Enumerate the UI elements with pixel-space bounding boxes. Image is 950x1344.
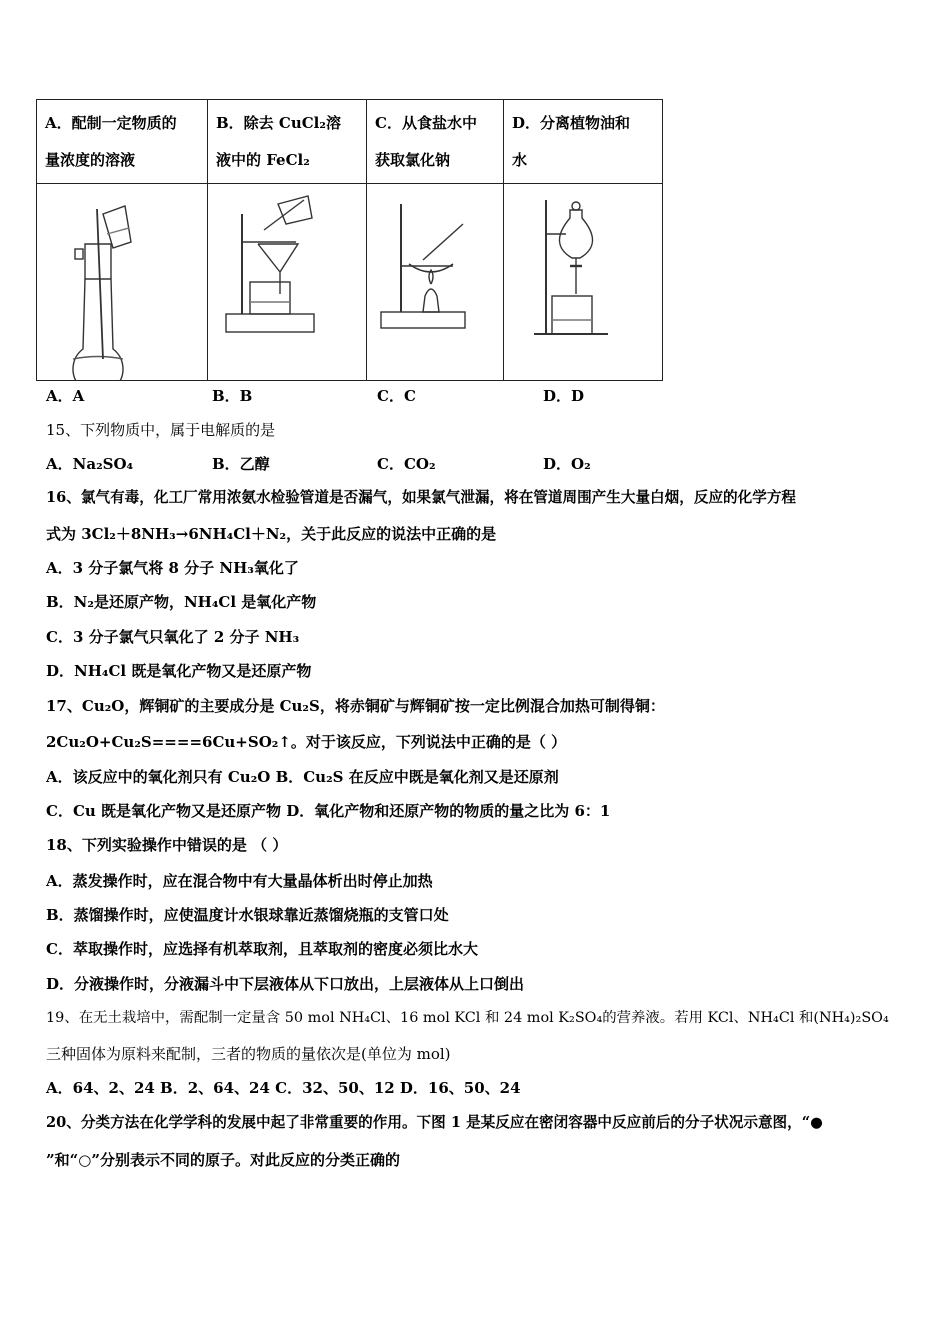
- header-cell-d: [504, 100, 663, 184]
- q19-stem-line2: 三种固体为原料来配制，三者的物质的量依次是(单位为 mol): [46, 1045, 451, 1063]
- q16-option-d: D．NH₄Cl 既是氧化产物又是还原产物: [46, 662, 312, 680]
- filtration-figure: [208, 184, 366, 380]
- alcohol-lamp: [423, 289, 439, 312]
- flask-body: [73, 279, 123, 380]
- q20-stem-line2: ”和“○”分别表示不同的原子。对此反应的分类正确的: [46, 1151, 400, 1169]
- q14-option-b: B．B: [212, 387, 253, 405]
- q18-option-c: C．萃取操作时，应选择有机萃取剂，且萃取剂的密度必须比水大: [46, 940, 478, 958]
- q15-option-d: D．O₂: [543, 455, 591, 473]
- funnel-stopper: [572, 202, 580, 210]
- q15-option-c: C．CO₂: [377, 455, 436, 473]
- header-cell-b: [208, 100, 367, 184]
- header-c-line1: C．从食盐水中: [375, 114, 477, 132]
- q18-option-d: D．分液操作时，分液漏斗中下层液体从下口放出，上层液体从上口倒出: [46, 975, 525, 993]
- q17-options-line1: A．该反应中的氧化剂只有 Cu₂O B．Cu₂S 在反应中既是氧化剂又是还原剂: [46, 768, 559, 786]
- header-b-line2: 液中的 FeCl₂: [216, 151, 310, 169]
- funnel-side: [258, 244, 280, 272]
- q19-options: A．64、2、24 B．2、64、24 C．32、50、12 D．16、50、24: [46, 1079, 521, 1097]
- flask-liquid: [73, 357, 123, 360]
- header-c-line2: 获取氯化钠: [375, 151, 451, 169]
- q14-option-a: A．A: [46, 387, 85, 405]
- stand-base-c: [381, 312, 465, 328]
- header-cell-c: [367, 100, 504, 184]
- q16-stem-line2: 式为 3Cl₂＋8NH₃→6NH₄Cl＋N₂，关于此反应的说法中正确的是: [46, 525, 497, 543]
- header-b-line1: B．除去 CuCl₂溶: [216, 114, 341, 132]
- q17-stem-line1: 17、Cu₂O，辉铜矿的主要成分是 Cu₂S，将赤铜矿与辉铜矿按一定比例混合加热可制得铜：: [46, 697, 665, 715]
- q20-stem-line1: 20、分类方法在化学学科的发展中起了非常重要的作用。下图 1 是某反应在密闭容器中反应前后的分子状况示意图，“●: [46, 1114, 823, 1131]
- receiving-beaker: [250, 282, 290, 314]
- q15-option-b: B．乙醇: [212, 455, 270, 473]
- stirring-rod: [423, 224, 463, 260]
- q16-option-a: A．3 分子氯气将 8 分子 NH₃氧化了: [46, 559, 299, 577]
- pouring-beaker: [103, 206, 131, 248]
- q15-option-a: A．Na₂SO₄: [46, 455, 134, 473]
- glass-rod: [97, 209, 103, 359]
- q17-stem-line2: 2Cu₂O+Cu₂S====6Cu+SO₂↑。对于该反应，下列说法中正确的是（ ）: [46, 733, 567, 751]
- flask-stopper: [75, 249, 83, 259]
- q14-option-d: D．D: [543, 387, 585, 405]
- image-cell-d: [504, 184, 663, 381]
- table-header-row: [37, 100, 663, 184]
- q14-option-c: C．C: [377, 387, 416, 405]
- q18-stem: 18、下列实验操作中错误的是 （ ）: [46, 836, 288, 854]
- q16-option-b: B．N₂是还原产物，NH₄Cl 是氧化产物: [46, 593, 317, 611]
- stand-base: [226, 314, 314, 332]
- header-d-line2: 水: [512, 151, 528, 169]
- header-a-line2: 量浓度的溶液: [45, 151, 136, 169]
- image-cell-b: [208, 184, 367, 381]
- q18-option-a: A．蒸发操作时，应在混合物中有大量晶体析出时停止加热: [46, 872, 433, 890]
- pouring-beaker-b: [278, 196, 312, 224]
- q16-option-c: C．3 分子氯气只氧化了 2 分子 NH₃: [46, 628, 300, 646]
- evaporation-figure: [367, 184, 503, 380]
- q15-stem: 15、下列物质中，属于电解质的是: [46, 421, 276, 439]
- image-cell-a: [37, 184, 208, 381]
- volumetric-flask-figure: [37, 184, 207, 380]
- q16-stem-line1: 16、氯气有毒，化工厂常用浓氨水检验管道是否漏气，如果氯气泄漏，将在管道周围产生大量白烟，反应的化学方程: [46, 489, 797, 506]
- beaker-d: [552, 296, 592, 334]
- q18-option-b: B．蒸馏操作时，应使温度计水银球靠近蒸馏烧瓶的支管口处: [46, 906, 449, 924]
- q17-options-line2: C．Cu 既是氧化产物又是还原产物 D．氧化产物和还原产物的物质的量之比为 6：1: [46, 802, 611, 820]
- table-image-row: [37, 184, 663, 381]
- separatory-funnel-figure: [504, 184, 662, 380]
- image-cell-c: [367, 184, 504, 381]
- apparatus-table: [36, 99, 663, 381]
- header-d-line1: D．分离植物油和: [512, 114, 631, 132]
- glass-rod-b: [264, 200, 304, 230]
- q19-stem-line1: 19、在无土栽培中，需配制一定量含 50 mol NH₄Cl、16 mol KCl 和 24 mol K₂SO₄的营养液。若用 KCl、NH₄Cl 和(NH₄)₂SO₄: [46, 1010, 889, 1026]
- header-a-line1: A．配制一定物质的: [45, 114, 177, 132]
- beaker-liquid: [107, 228, 129, 234]
- header-cell-a: [37, 100, 208, 184]
